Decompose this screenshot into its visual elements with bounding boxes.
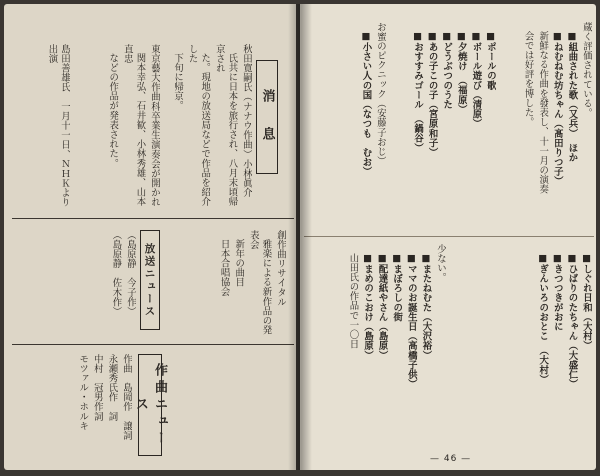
broadcast-col: （島原静 今子作） （島原静 佐木作） (110, 230, 136, 317)
shousoku-heading: 消 息 (256, 60, 278, 174)
page-number: — 46 — (430, 454, 472, 464)
right-col-1: 蔵く評価されている。 ■組曲された歌（又兵） ほか ■ねむねむ坊ちゃん（髙田りつ子） 新鮮なる作曲を發表し、十一月の演奏 会では好評を博した。 (522, 22, 592, 195)
top-col-b: 東京藝大作曲科卒業生演奏会が開かれ 関本幸弘、石井歓、小林秀雄、山本直忠 などの作品が発表された。 (107, 44, 160, 208)
right-page (300, 4, 596, 470)
composer-col: 作曲 島岡作 譲詞 永瀬秀氏作 詞 中村 冠男作詞 モツァル・ホルキ (77, 354, 132, 441)
left-mid-divider (12, 344, 294, 345)
left-page (4, 4, 296, 470)
right-mid-divider (304, 236, 594, 237)
right-col-3b: ■しぐれ日和（大村） ■ひばりのたちゃん（大盛仁） ■きつつきがおに ■ぎんいろのおとこ （大村） (537, 253, 592, 390)
top-col-c: 島田善雄氏 一月十一日、ＮＨＫより出演 (46, 44, 70, 208)
top-col-a: 秋田寛嗣氏（ナナウ作曲）小林眞介 氏共に日本を旅行され、八月末頃帰京され た。現地の放送局などで作品を紹介した 下旬に帰京。 (172, 44, 252, 207)
left-top-divider (12, 218, 294, 219)
sakkyoku-heading: 作曲ニュース (138, 354, 162, 456)
right-col-2: ■ポールの歌 ■ボール遊び（清原） ■夕焼け （福原） ■どうぶつのうた ■あの子この子（宮原和子） ■おすすみゴール （鍋谷） (412, 31, 496, 158)
tousen-heading: 放送ニュース (140, 230, 160, 330)
bottom-mid-col: 創作曲リサイタル 雅楽による新作品の発表会 新年の曲目 日本合唱協会 (218, 230, 286, 336)
right-col-4: 少ない。 ■またねむた（大沢裕） ■ママのお誕生日（高橋子供） ■まぼろしの街 ■配達紙やさん（島原） ■まめのこおけ（島原） 山田氏の作品で一〇日 (347, 244, 446, 390)
right-col-3: お蜜のピクニック（安藤子おじ） ■小さい人の国（なつも むお） (360, 22, 386, 177)
